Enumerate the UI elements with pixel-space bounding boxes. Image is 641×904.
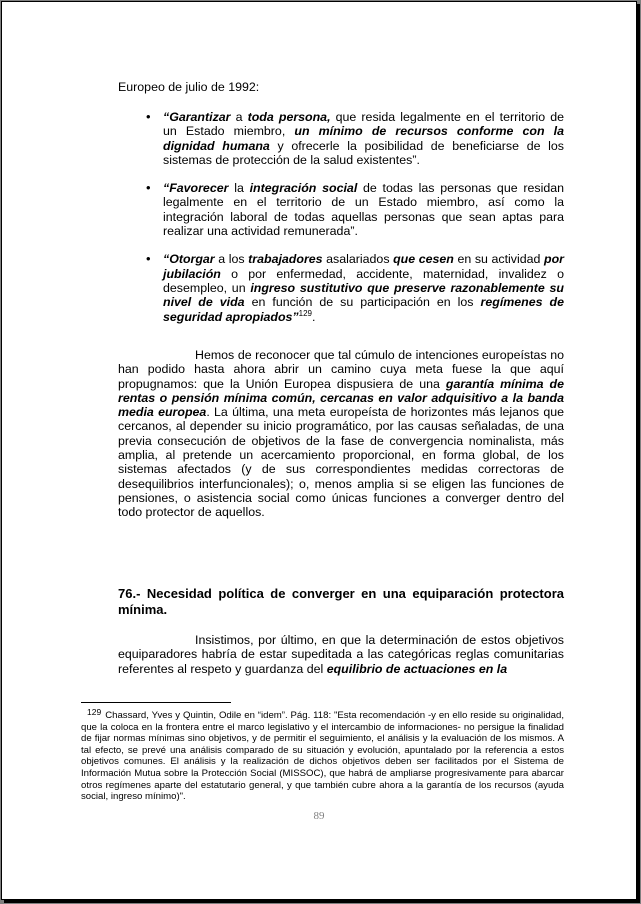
footnote-separator [81,702,231,703]
body-paragraph: Hemos de reconocer que tal cúmulo de intenciones europeístas no han podido hasta ahora abrir un camino cuya meta fuese la que aquí propugnamos: que la Unión Europea dispusiera de una garantía mínima de rentas o pensión mínima común, cercanas en valor adquisitivo a la banda media europea. La última, una meta europeísta de horizontes más lejanos que cercanos, al depender su inicio programático, por las causas señaladas, de una previa consecución de objetivos de la fase de convergencia nominalista, más amplia, al pretende un acercamiento proporcional, en forma global, de los sistemas afectados (y de sus correspondientes medidas correctoras de desequilibrios interfuncionales); o, menos amplia si se eligen las funciones de pensiones, o asistencia social como únicas funciones a converger dentro del todo protector de aquellos. [118,348,564,520]
footnote-number: 129 [87,707,102,717]
list-item: • “Garantizar a toda persona, que resida legalmente en el territorio de un Estado miembro, un mínimo de recursos conforme con la dignidad humana y ofrecerle la posibilidad de beneficiarse de los sistemas de protección de la salud existentes”. [118,110,564,167]
body-paragraph: Insistimos, por último, en que la determinación de estos objetivos equiparadores habría de estar supeditada a las categóricas reglas comunitarias referentes al respeto y guardanza del equilibrio de actuaciones en la [118,633,564,676]
footnote-reference[interactable]: 129 [298,308,312,318]
document-page [1,1,637,900]
page-number: 89 [313,810,325,822]
intro-line: Europeo de julio de 1992: [118,80,260,94]
section-heading: 76.- Necesidad política de converger en una equiparación protectora mínima. [118,586,564,617]
recommendation-list [118,110,564,338]
footnote [81,707,564,803]
list-item: • “Favorecer la integración social de todas las personas que residan legalmente en el territorio de un Estado miembro, así como la integración laboral de todas aquellas personas que sean aptas para realizar una actividad remunerada”. [118,181,564,238]
list-item: • “Otorgar a los trabajadores asalariados que cesen en su actividad por jubilación o por enfermedad, accidente, maternidad, invalidez o desempleo, un ingreso sustitutivo que preserve razonablemente su nivel de vida en función de su participación en los regímenes de seguridad apropiados”$^{129}$. [118,252,564,323]
footnote-text: Chassard, Yves y Quintin, Odile en “idem”. Pág. 118: "Esta recomendación -y en ello reside su originalidad, que la coloca en la frontera entre el marco legislativo y el intercambio de informaciones- no persigue la finalidad de fijar normas mínimas sino objetivos, y de permitir el seguimiento, el análisis y la evaluación de los mismos. A tal efecto, se prevé una análisis comparado de su situación y evolución, apuntalado por la referencia a estos objetivos comunes. El análisis y la realización de dichos objetivos deben ser facilitados por el Sistema de Información Mutua sobre la Protección Social (MISSOC), que habrá de ampliarse progresivamente para abarcar otros regímenes aparte del estatutario general, y que también cubre ahora a la garantía de los recursos (ayuda social, ingreso mínimo)". [81,710,564,803]
